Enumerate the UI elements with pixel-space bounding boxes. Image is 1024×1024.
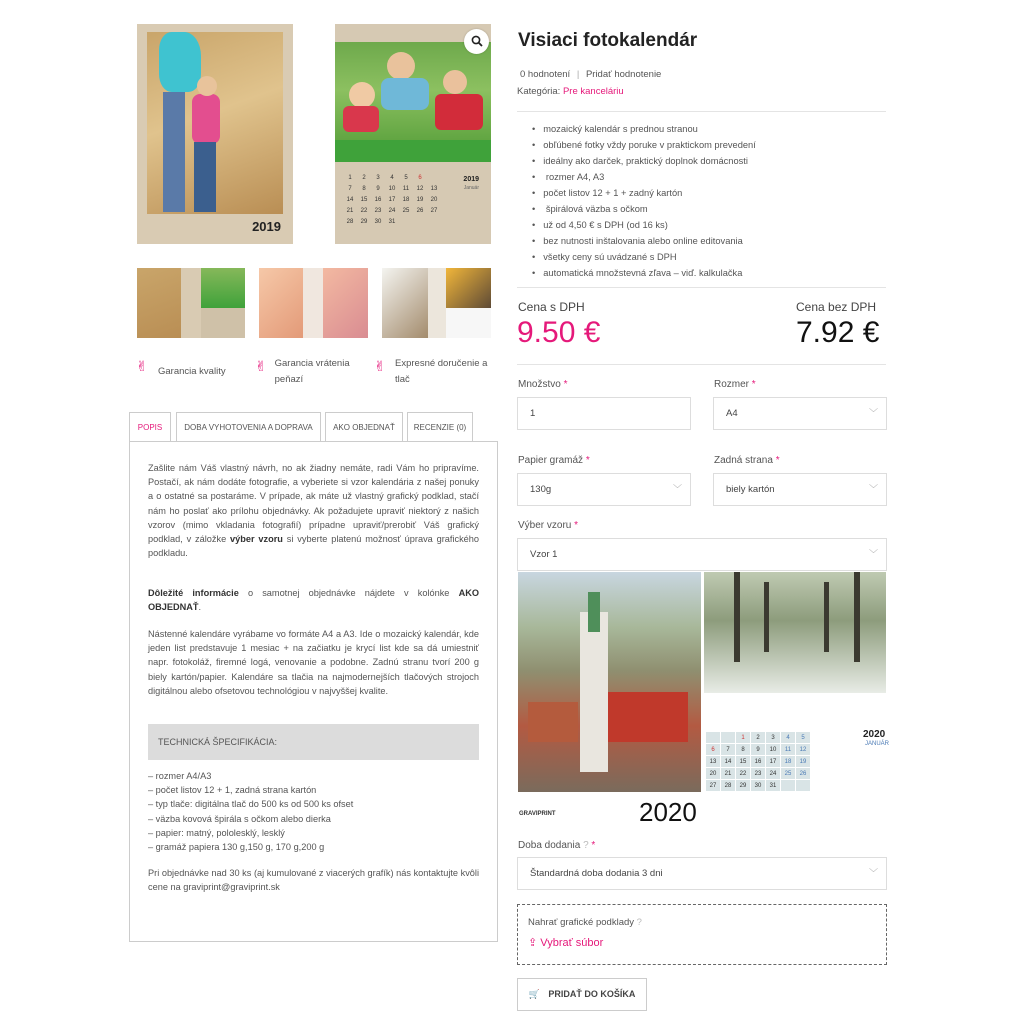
quantity-input[interactable]: 1 xyxy=(517,397,691,430)
main-photo-1[interactable] xyxy=(137,24,293,244)
feature-list xyxy=(532,121,756,281)
quantity-label: Množstvo * xyxy=(518,379,568,390)
product-title: Visiaci fotokalendár xyxy=(518,30,698,51)
search-icon xyxy=(471,35,483,47)
upload-label: Nahrať grafické podklady ? xyxy=(528,917,642,928)
list-item: • automatická množstevná zľava – viď. kalkulačka xyxy=(532,265,756,281)
upload-button[interactable]: ⇪ Vybrať súbor xyxy=(528,937,604,949)
city-photo xyxy=(518,572,701,792)
pattern-label: Výber vzoru * xyxy=(518,520,579,531)
list-item: • obľúbené fotky vždy poruke v praktickom prevedení xyxy=(532,137,756,153)
list-item: • počet listov 12 + 1 + zadný kartón xyxy=(532,185,756,201)
rating-row: 0 hodnotení | Pridať hodnotenie xyxy=(520,69,662,80)
add-to-cart-button[interactable]: 🛒 PRIDAŤ DO KOŠÍKA xyxy=(517,978,647,1011)
thumbnail-2[interactable] xyxy=(259,268,368,338)
chevron-down-icon: ﹀ xyxy=(868,408,878,418)
category-link[interactable]: Pre kanceláriu xyxy=(562,86,624,97)
upload-area[interactable] xyxy=(517,904,887,965)
chevron-down-icon: ﹀ xyxy=(868,868,878,878)
list-item: • mozaický kalendár s prednou stranou xyxy=(532,121,756,137)
divider xyxy=(517,364,886,365)
hand-peace-icon: ✌ xyxy=(255,358,267,374)
list-item: • rozmer A4, A3 xyxy=(532,169,756,185)
list-item: • špirálová väzba s očkom xyxy=(532,201,756,217)
preview-year-big: 2020 xyxy=(639,797,697,827)
thumbnail-1[interactable] xyxy=(137,268,245,338)
chevron-down-icon: ﹀ xyxy=(868,484,878,494)
description-paragraph-1: Zašlite nám Váš vlastný návrh, no ak žiadny nemáte, radi Vám ho pripravíme. Postačí, ak nám dodáte fotografie, a vyberiete si vzor kalendária z našej ponuky a o ostatné sa postaráme. V prípade, ak máte už vlastný grafický podklad, stačí nám ho poslať ako prílohu objednávky. Ak požadujete upraviť niektorý z našich vzorov (mimo vkladania fotografií) prípadne upraviť/prerobiť Váš grafický podklad, v záložke výber vzoru si vyberte platenú možnosť úprava grafického podkladu. xyxy=(148,463,480,559)
size-label: Rozmer * xyxy=(714,379,756,390)
size-select[interactable]: A4 ﹀ xyxy=(713,397,887,430)
cart-icon: 🛒 xyxy=(528,989,540,999)
chevron-down-icon: ﹀ xyxy=(672,484,682,494)
list-item: • bez nutnosti inštalovania alebo online editovania xyxy=(532,233,756,249)
description-paragraph-4: Pri objednávke nad 30 ks (aj kumulované z viacerých grafík) nás kontaktujte kvôli cene na graviprint@graviprint.sk xyxy=(148,868,479,893)
hand-peace-icon: ✌ xyxy=(374,358,386,374)
preview-month: JANUÁR xyxy=(865,741,890,747)
description-paragraph-3: Nástenné kalendáre vyrábame vo formáte A4 a A3. Ide o mozaický kalendár, kde jeden list predstavuje 1 mesiac + na začiatku je krycí list kde sa dá umiestniť napr. fotokoláž, firemné logá, venovanie a podobne. Zadnú stranu tvorí 200 g biely kartón/papier. Kalendáre sa tlačia na najmodernejších tlačových strojoch digitálnou alebo ofsetovou technológiou v najvyššej kvalite. xyxy=(148,629,479,696)
upload-icon: ⇪ xyxy=(528,937,538,949)
preview-calendar-grid: 1 2 3 4 5 6 7 8 9 10 11 12 13 14 15 16 17 18 19 20 21 22 23 24 25 26 27 28 29 30 31 xyxy=(705,731,811,792)
add-rating-link[interactable]: Pridať hodnotenie xyxy=(585,69,662,80)
delivery-select[interactable]: Štandardná doba dodania 3 dni ﹀ xyxy=(517,857,887,890)
back-select[interactable]: biely kartón ﹀ xyxy=(713,473,887,506)
price-without-vat-label: Cena bez DPH xyxy=(796,300,877,314)
price-without-vat: 7.92 € xyxy=(796,316,880,349)
photo2-calendar-grid: 1 2 3 4 5 6 7 8 9 10 11 12 13 14 15 16 17 18 19 20 21 22 23 24 25 26 27 28 29 30 31 xyxy=(346,174,438,225)
delivery-label: Doba dodania ? * xyxy=(518,840,596,851)
badge-quality: ✌ Garancia kvality xyxy=(136,358,226,377)
brand-logo: GRAVIPRINT xyxy=(519,811,556,817)
spec-header: TECHNICKÁ ŠPECIFIKÁCIA: xyxy=(148,724,479,760)
spec-list: – rozmer A4/A3 – počet listov 12 + 1, zadná strana kartón – typ tlače: digitálna tlač do 500 ks od 500 ks ofset – väzba kovová špirála s očkom alebo dierka – papier: matný, pololesklý, lesklý – gramáž papiera 130 g,150 g, 170 g,200 g xyxy=(148,771,354,853)
photo2-year: 2019 xyxy=(463,176,479,183)
rating-count: 0 hodnotení xyxy=(520,69,571,80)
photo2-month: Január xyxy=(463,185,479,191)
category-row: Kategória: Pre kanceláriu xyxy=(517,86,624,97)
list-item: • všetky ceny sú uvádzané s DPH xyxy=(532,249,756,265)
hand-peace-icon: ✌ xyxy=(136,358,148,374)
list-item: • už od 4,50 € s DPH (od 16 ks) xyxy=(532,217,756,233)
paper-select[interactable]: 130g ﹀ xyxy=(517,473,691,506)
preview-year-small: 2020 xyxy=(863,729,886,740)
tab-ako-objednat[interactable]: AKO OBJEDNAŤ xyxy=(325,412,403,442)
tab-recenzie[interactable]: RECENZIE (0) xyxy=(407,412,473,442)
price-with-vat-label: Cena s DPH xyxy=(518,300,585,314)
main-photo-2[interactable] xyxy=(335,24,491,244)
badge-money-back: ✌ Garancia vrátenia peňazí xyxy=(255,358,350,385)
back-label: Zadná strana * xyxy=(714,455,780,466)
paper-label: Papier gramáž * xyxy=(518,455,590,466)
divider xyxy=(517,111,886,112)
description-paragraph-2: Dôležité informácie o samotnej objednávke nájdete v kolónke AKO OBJEDNAŤ. xyxy=(148,588,479,613)
badge-express: ✌ Expresné doručenie a tlač xyxy=(374,358,488,385)
photo1-year: 2019 xyxy=(252,219,281,234)
chevron-down-icon: ﹀ xyxy=(868,549,878,559)
zoom-button[interactable] xyxy=(464,29,489,54)
tab-doba-vyhotovenia[interactable]: DOBA VYHOTOVENIA A DOPRAVA xyxy=(176,412,321,442)
calendar-preview xyxy=(517,571,890,829)
thumbnail-3[interactable] xyxy=(382,268,491,338)
tab-popis[interactable]: POPIS xyxy=(129,412,171,442)
list-item: • ideálny ako darček, praktický doplnok domácnosti xyxy=(532,153,756,169)
price-with-vat: 9.50 € xyxy=(517,316,601,349)
pattern-select[interactable]: Vzor 1 ﹀ xyxy=(517,538,887,571)
divider xyxy=(517,287,886,288)
winter-photo xyxy=(704,572,886,693)
